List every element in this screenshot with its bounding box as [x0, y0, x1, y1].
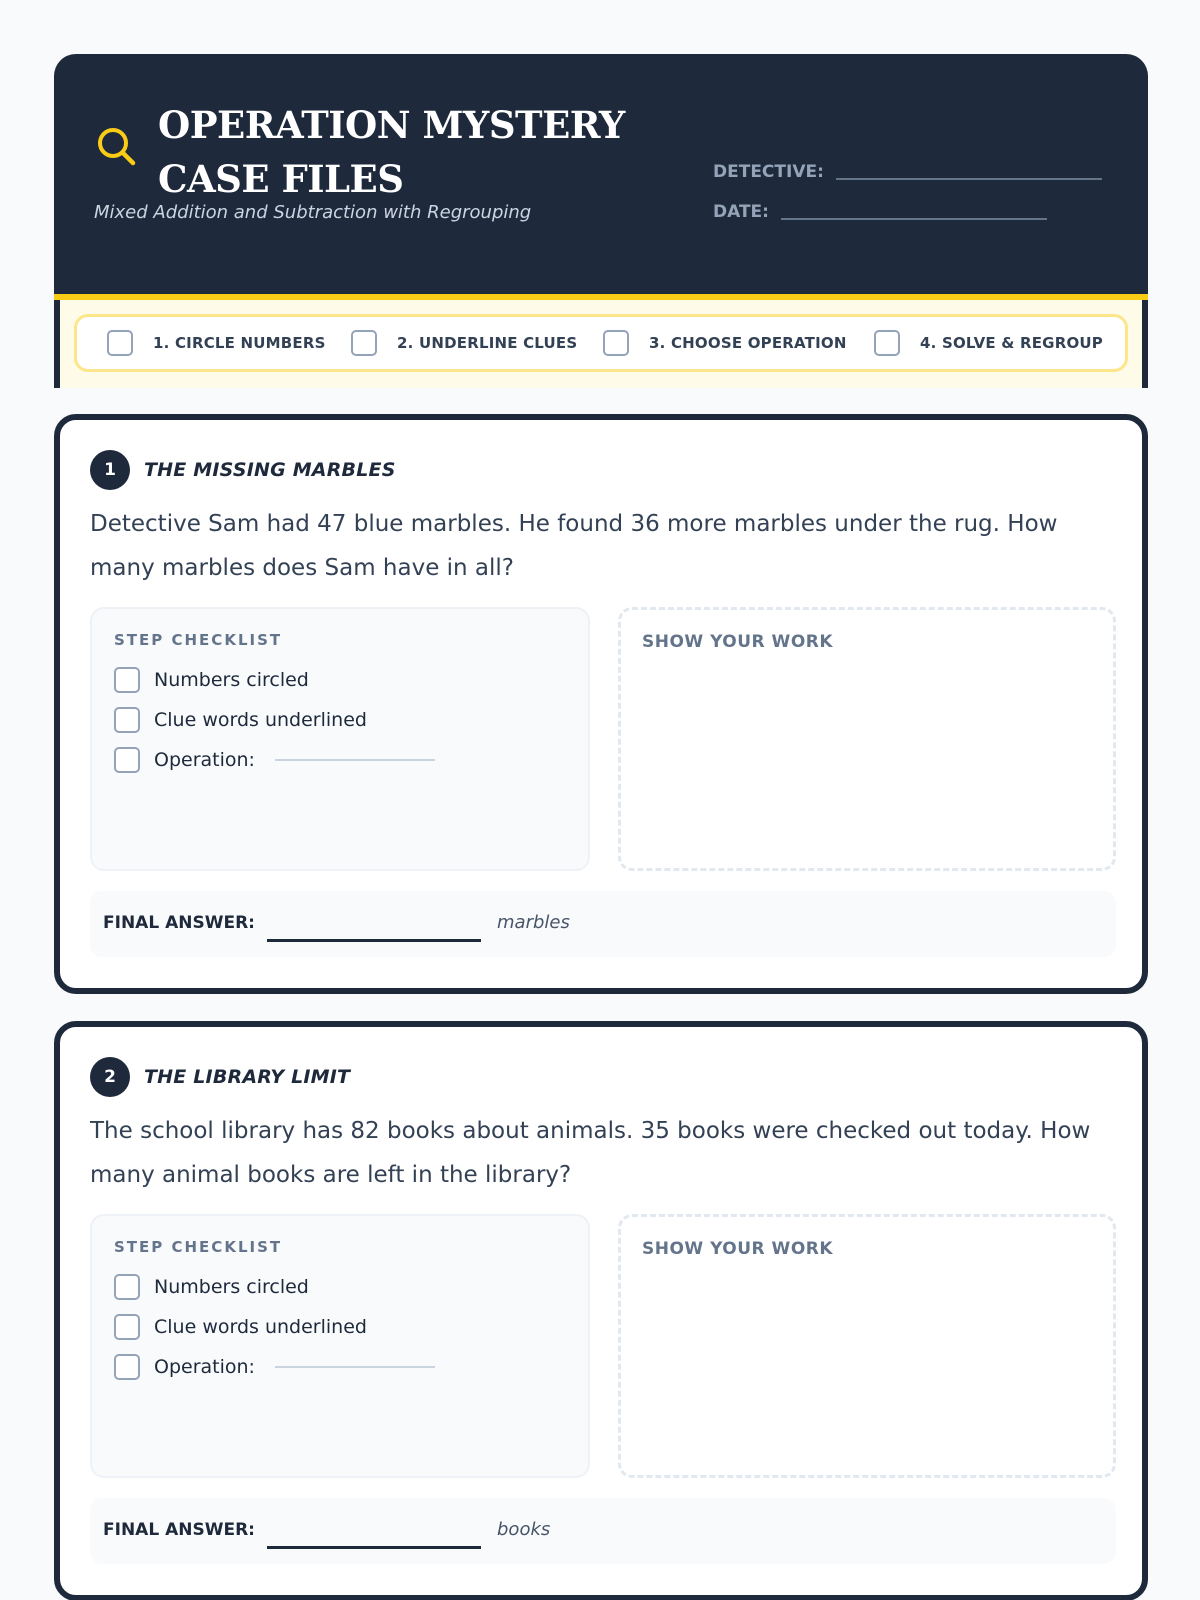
- step-4-label: 4. SOLVE & REGROUP: [920, 334, 1103, 352]
- step-1: [107, 317, 326, 369]
- checklist-item-label: Operation:: [154, 1356, 255, 1378]
- step-1-checkbox[interactable]: [107, 330, 133, 356]
- case-number-badge: 2: [90, 1057, 130, 1097]
- step-checklist: [90, 1214, 590, 1478]
- final-answer-input-line[interactable]: [267, 1546, 481, 1549]
- step-3-checkbox[interactable]: [603, 330, 629, 356]
- step-1-label: 1. CIRCLE NUMBERS: [153, 334, 326, 352]
- date-input-line[interactable]: [781, 218, 1047, 220]
- checklist-item-label: Clue words underlined: [154, 709, 367, 731]
- checklist-title: STEP CHECKLIST: [114, 1238, 283, 1256]
- case-header: [90, 1057, 350, 1097]
- checklist-item-clues: [114, 1314, 367, 1340]
- date-label: DATE:: [713, 202, 769, 222]
- operation-input-line[interactable]: [275, 759, 435, 761]
- final-answer-unit: books: [497, 1519, 551, 1540]
- step-checklist: [90, 607, 590, 871]
- detective-field: [713, 162, 1102, 182]
- case-problem-text: Detective Sam had 47 blue marbles. He found 36 more marbles under the rug. How many marbles does Sam have in all?: [90, 511, 1058, 581]
- show-work-area[interactable]: [618, 607, 1116, 871]
- checklist-item-numbers: [114, 1274, 309, 1300]
- checklist-item-numbers: [114, 667, 309, 693]
- page-subtitle: Mixed Addition and Subtraction with Regrouping: [94, 202, 532, 223]
- worksheet-header: [54, 54, 1148, 300]
- checklist-item-operation: [114, 1354, 435, 1380]
- checklist-item-label: Clue words underlined: [154, 1316, 367, 1338]
- case-card-2: [54, 1021, 1148, 1600]
- final-answer-row: [90, 891, 1116, 957]
- detective-label: DETECTIVE:: [713, 162, 824, 182]
- step-2-checkbox[interactable]: [351, 330, 377, 356]
- final-answer-input-line[interactable]: [267, 939, 481, 942]
- show-work-title: SHOW YOUR WORK: [642, 1239, 834, 1259]
- checklist-title: STEP CHECKLIST: [114, 631, 283, 649]
- checklist-item-label: Numbers circled: [154, 669, 309, 691]
- case-title: THE LIBRARY LIMIT: [144, 1066, 351, 1088]
- magnifying-glass-icon: [96, 126, 138, 168]
- checklist-item-label: Numbers circled: [154, 1276, 309, 1298]
- checklist-item-label: Operation:: [154, 749, 255, 771]
- operation-input-line[interactable]: [275, 1366, 435, 1368]
- checklist-checkbox[interactable]: [114, 1274, 140, 1300]
- final-answer-label: FINAL ANSWER:: [103, 913, 255, 933]
- show-work-title: SHOW YOUR WORK: [642, 632, 834, 652]
- case-header: [90, 450, 396, 490]
- case-number-badge: 1: [90, 450, 130, 490]
- step-4-checkbox[interactable]: [874, 330, 900, 356]
- checklist-checkbox[interactable]: [114, 1354, 140, 1380]
- detective-input-line[interactable]: [836, 178, 1102, 180]
- steps-box: [74, 314, 1128, 372]
- step-3: [603, 317, 847, 369]
- steps-band-inner: [60, 300, 1142, 388]
- final-answer-label: FINAL ANSWER:: [103, 1520, 255, 1540]
- step-2: [351, 317, 577, 369]
- checklist-item-clues: [114, 707, 367, 733]
- case-card-1: [54, 414, 1148, 994]
- checklist-checkbox[interactable]: [114, 1314, 140, 1340]
- case-title: THE MISSING MARBLES: [144, 459, 396, 481]
- date-field: [713, 202, 1047, 222]
- checklist-item-operation: [114, 747, 435, 773]
- checklist-checkbox[interactable]: [114, 747, 140, 773]
- final-answer-unit: marbles: [497, 912, 570, 933]
- page-title: OPERATION MYSTERY CASE FILES: [158, 103, 625, 201]
- step-4: [874, 317, 1103, 369]
- step-2-label: 2. UNDERLINE CLUES: [397, 334, 578, 352]
- show-work-area[interactable]: [618, 1214, 1116, 1478]
- step-3-label: 3. CHOOSE OPERATION: [649, 334, 847, 352]
- checklist-checkbox[interactable]: [114, 667, 140, 693]
- checklist-checkbox[interactable]: [114, 707, 140, 733]
- steps-band: [54, 300, 1148, 388]
- final-answer-row: [90, 1498, 1116, 1564]
- case-problem-text: The school library has 82 books about animals. 35 books were checked out today. How many animal books are left in the library?: [90, 1118, 1091, 1188]
